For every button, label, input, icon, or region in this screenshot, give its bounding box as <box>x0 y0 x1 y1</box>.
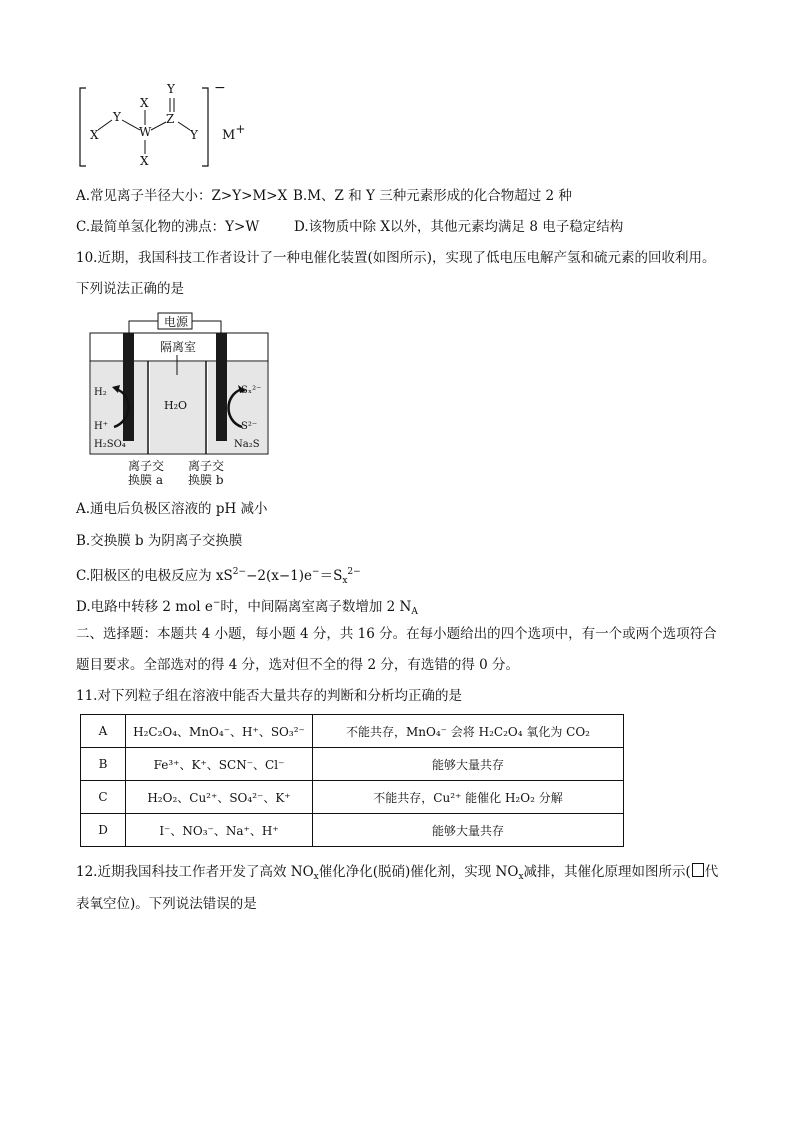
sodium-sulfide-label: Na₂S <box>234 439 260 450</box>
ion-group: H₂O₂、Cu²⁺、SO₄²⁻、K⁺ <box>126 781 313 814</box>
polysulfide-label: Sₓ²⁻ <box>241 385 262 396</box>
q10-option-b: B.交换膜 b 为阴离子交换膜 <box>76 533 243 549</box>
q9-option-b: B.M、Z 和 Y 三种元素形成的化合物超过 2 种 <box>293 188 572 204</box>
q10-option-a: A.通电后负极区溶液的 pH 减小 <box>76 501 268 517</box>
structural-formula <box>78 80 278 170</box>
membrane-b-label-1: 离子交 <box>188 459 225 473</box>
anion-charge: − <box>214 80 226 96</box>
hydrogen-label: H₂ <box>94 387 107 398</box>
membrane-a-label-2: 换膜 a <box>128 473 163 487</box>
ion-group: Fe³⁺、K⁺、SCN⁻、Cl⁻ <box>126 748 313 781</box>
ion-group: I⁻、NO₃⁻、Na⁺、H⁺ <box>126 814 313 847</box>
q10-stem-line2: 下列说法正确的是 <box>76 281 184 297</box>
q11-options-table <box>80 714 624 847</box>
row-label: C <box>81 781 126 814</box>
atom-w: W <box>139 125 152 139</box>
atom-y-right: Y <box>190 128 198 142</box>
table-row <box>81 814 624 847</box>
q10-stem-line1: 10.近期，我国科技工作者设计了一种电催化装置(如图所示)，实现了低电压电解产氢和硫元素的回收利用。 <box>76 250 716 266</box>
q10-option-d: D.电路中转移 2 mol e−时，中间隔离室离子数增加 2 $N_A$ <box>76 598 418 617</box>
row-label: B <box>81 748 126 781</box>
membrane-a-label-1: 离子交 <box>128 459 165 473</box>
section2-instructions-line1: 二、选择题：本题共 4 小题，每小题 4 分，共 16 分。在每小题给出的四个选项中，有一个或两个选项符合 <box>76 626 717 642</box>
water-label: H₂O <box>164 399 188 412</box>
power-source-label: 电源 <box>163 315 188 329</box>
table-row <box>81 715 624 748</box>
atom-x-top: X <box>140 96 149 110</box>
atom-y-top: Y <box>167 82 175 96</box>
formula-bonds <box>78 80 278 170</box>
row-label: D <box>81 814 126 847</box>
q10-option-c: C.阳极区的电极反应为 $xS^{2-}-2(x-1)e^-=S_x^{2-}$ <box>76 567 361 586</box>
q12-stem-line1: 12.近期我国科技工作者开发了高效 $NO_x$催化净化(脱硝)催化剂，实现 $NO_x$减排，其催化原理如图所示( 代 <box>76 864 719 882</box>
table-row <box>81 781 624 814</box>
q9-option-a: A.常见离子半径大小：Z>Y>M>X <box>76 188 288 204</box>
isolation-chamber-label: 隔离室 <box>159 340 196 354</box>
judgement: 不能共存，MnO₄⁻ 会将 H₂C₂O₄ 氧化为 CO₂ <box>313 715 624 748</box>
q12-stem-line2: 表氧空位)。下列说法错误的是 <box>76 896 257 912</box>
section2-instructions-line2: 题目要求。全部选对的得 4 分，选对但不全的得 2 分，有选错的得 0 分。 <box>76 657 520 673</box>
ion-group: H₂C₂O₄、MnO₄⁻、H⁺、SO₃²⁻ <box>126 715 313 748</box>
proton-label: H⁺ <box>94 421 108 432</box>
judgement: 能够大量共存 <box>313 748 624 781</box>
counter-ion: M+ <box>222 122 246 143</box>
oxygen-vacancy-box-icon <box>692 863 704 877</box>
electrolysis-cell-figure <box>88 309 272 459</box>
row-label: A <box>81 715 126 748</box>
membrane-b-label-2: 换膜 b <box>188 473 224 487</box>
atom-z: Z <box>166 112 175 126</box>
judgement: 能够大量共存 <box>313 814 624 847</box>
atom-x-left: X <box>90 128 99 142</box>
atom-y-left: Y <box>113 110 121 124</box>
q11-stem: 11.对下列粒子组在溶液中能否大量共存的判断和分析均正确的是 <box>76 688 462 704</box>
sulfuric-acid-label: H₂SO₄ <box>94 439 126 450</box>
cell-drawing <box>88 309 272 459</box>
sulfide-label: S²⁻ <box>241 421 258 432</box>
q9-option-c: C.最简单氢化物的沸点：Y>W <box>76 219 260 235</box>
q9-option-d: D.该物质中除 X以外，其他元素均满足 8 电子稳定结构 <box>294 219 624 235</box>
table-row <box>81 748 624 781</box>
judgement: 不能共存，Cu²⁺ 能催化 H₂O₂ 分解 <box>313 781 624 814</box>
atom-x-bottom: X <box>140 154 149 168</box>
